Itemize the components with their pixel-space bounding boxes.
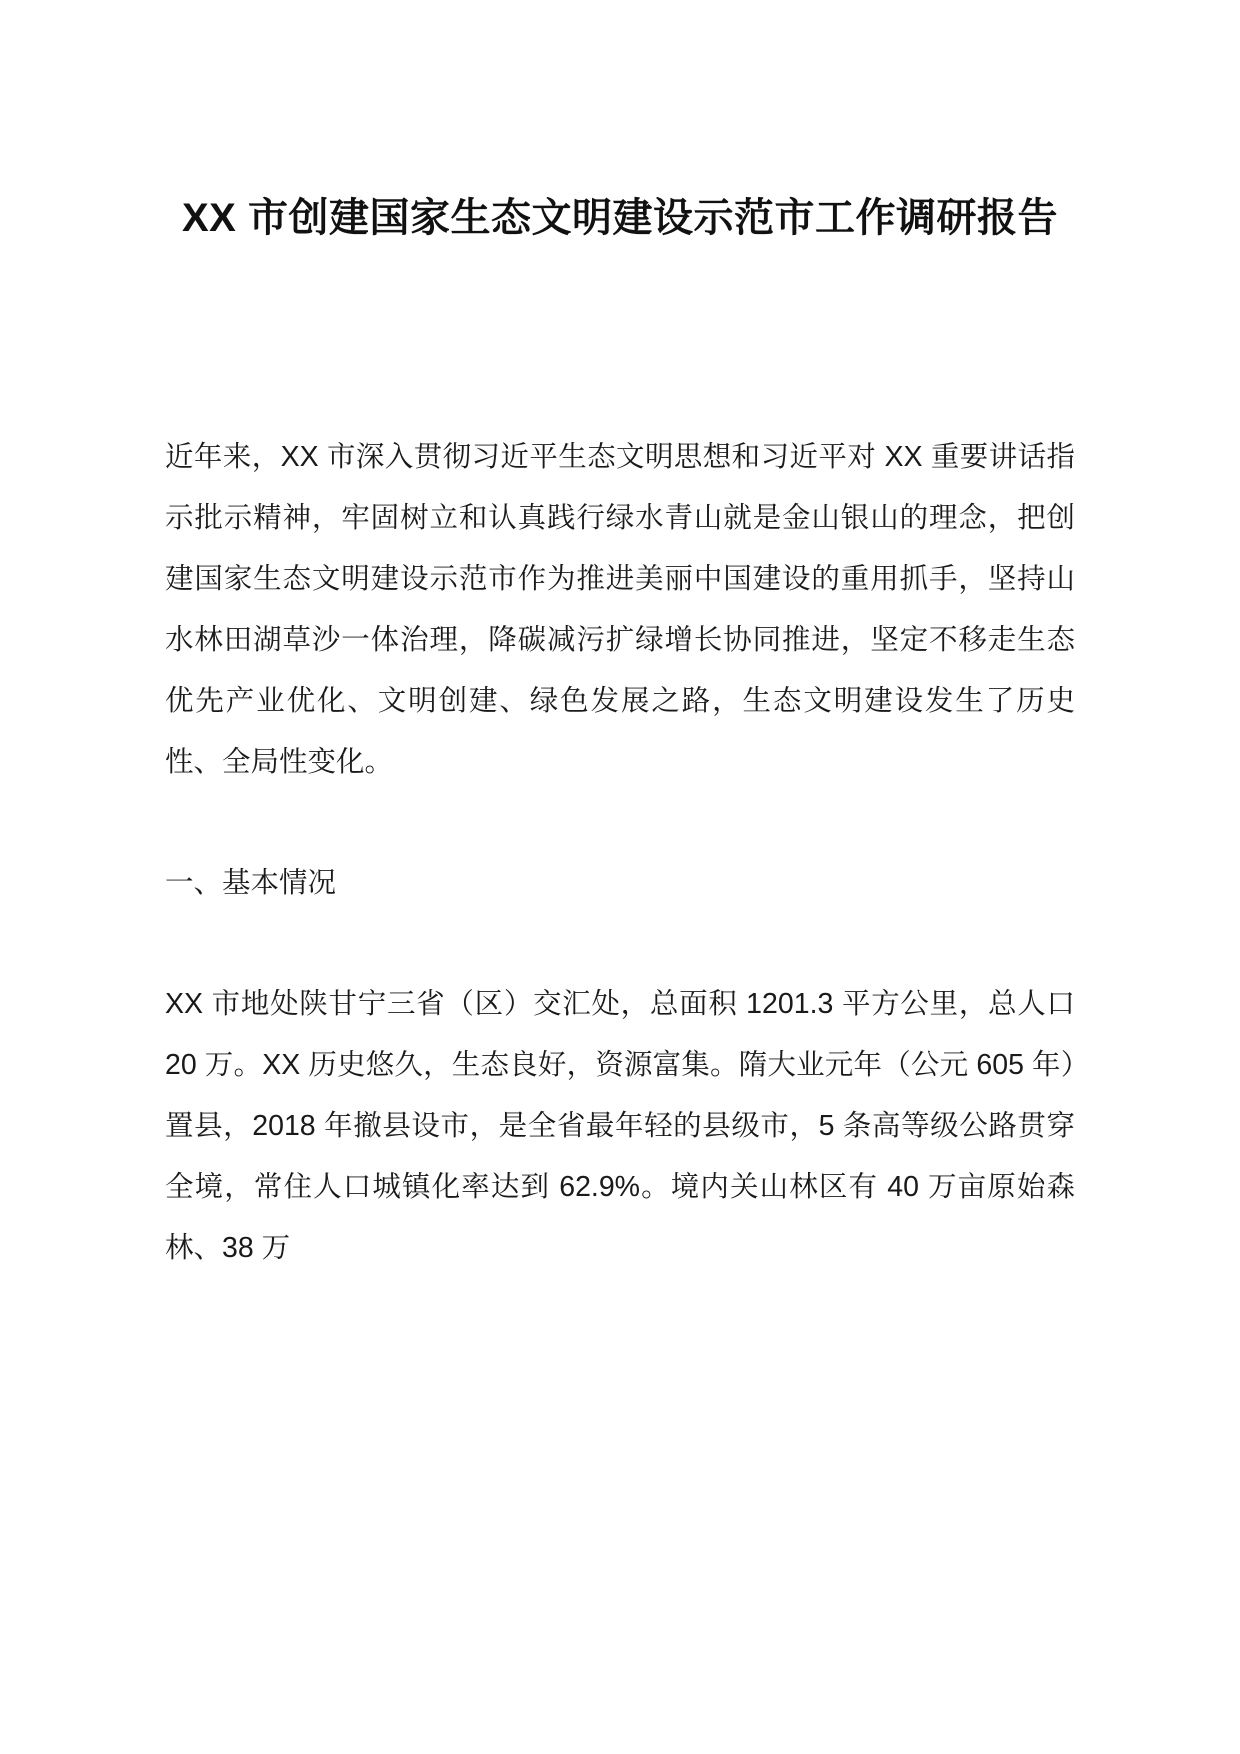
title-body-spacer xyxy=(165,287,1075,427)
page-title: XX 市创建国家生态文明建设示范市工作调研报告 xyxy=(182,196,1058,240)
intro-paragraph: 近年来，XX 市深入贯彻习近平生态文明思想和习近平对 XX 重要讲话指示批示精神，牢固树立和认真践行绿水青山就是金山银山的理念，把创建国家生态文明建设示范市作为推进美丽中国建设的重用抓手，坚持山水林田湖草沙一体治理，降碳减污扩绿增长协同推进，坚定不移走生态优先产业优化、文明创建、绿色发展之路，生态文明建设发生了历史性、全局性变化。 xyxy=(165,441,1075,778)
section-heading-basic-situation: 一、基本情况 xyxy=(165,867,337,899)
section-one-body-paragraph: XX 市地处陕甘宁三省（区）交汇处，总面积 1201.3 平方公里，总人口 20 万。XX 历史悠久，生态良好，资源富集。隋大业元年（公元 605 年）置县，2018 年撤县设市，是全省最年轻的县级市，5 条高等级公路贯穿全境，常住人口城镇化率达到 62.9%。境内关山林区有 40 万亩原始森林、38 万 xyxy=(165,988,1075,1264)
